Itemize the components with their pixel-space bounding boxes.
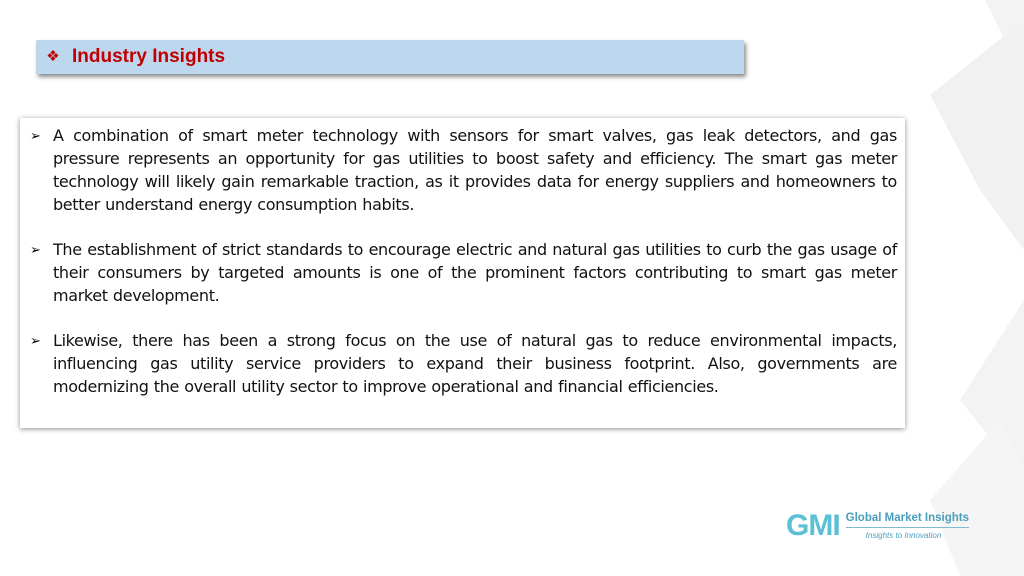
insights-content-box [20, 118, 905, 428]
section-title: Industry Insights [72, 46, 226, 67]
logo-tagline: Insights to Innovation [865, 531, 942, 540]
diamond-bullet-icon: ❖ [46, 48, 60, 65]
section-title-bar [36, 40, 744, 74]
bullet-text: Likewise, there has been a strong focus on the use of natural gas to reduce environmental impacts, influencing gas utility service providers to expand their business footprint. Also, governments are modernizing the overall utility sector to improve operational and financial efficiencies. [53, 331, 897, 396]
logo-name: Global Market Insights [846, 512, 969, 528]
bullet-item [30, 238, 897, 307]
arrow-bullet-icon: ➢ [30, 242, 41, 257]
arrow-bullet-icon: ➢ [30, 128, 41, 143]
bullet-text: The establishment of strict standards to encourage electric and natural gas utilities to curb the gas usage of their consumers by targeted amounts is one of the prominent factors contributing to smart gas meter market development. [53, 240, 897, 305]
company-logo [786, 505, 986, 547]
logo-mark: GMI [786, 509, 840, 542]
bullet-item [30, 124, 897, 216]
arrow-bullet-icon: ➢ [30, 333, 41, 348]
bullet-item [30, 329, 897, 398]
logo-words [846, 512, 969, 540]
bullet-text: A combination of smart meter technology with sensors for smart valves, gas leak detectors, and gas pressure represents an opportunity for gas utilities to boost safety and efficiency. The smart gas meter technology will likely gain remarkable traction, as it provides data for energy suppliers and homeowners to better understand energy consumption habits. [53, 126, 897, 214]
